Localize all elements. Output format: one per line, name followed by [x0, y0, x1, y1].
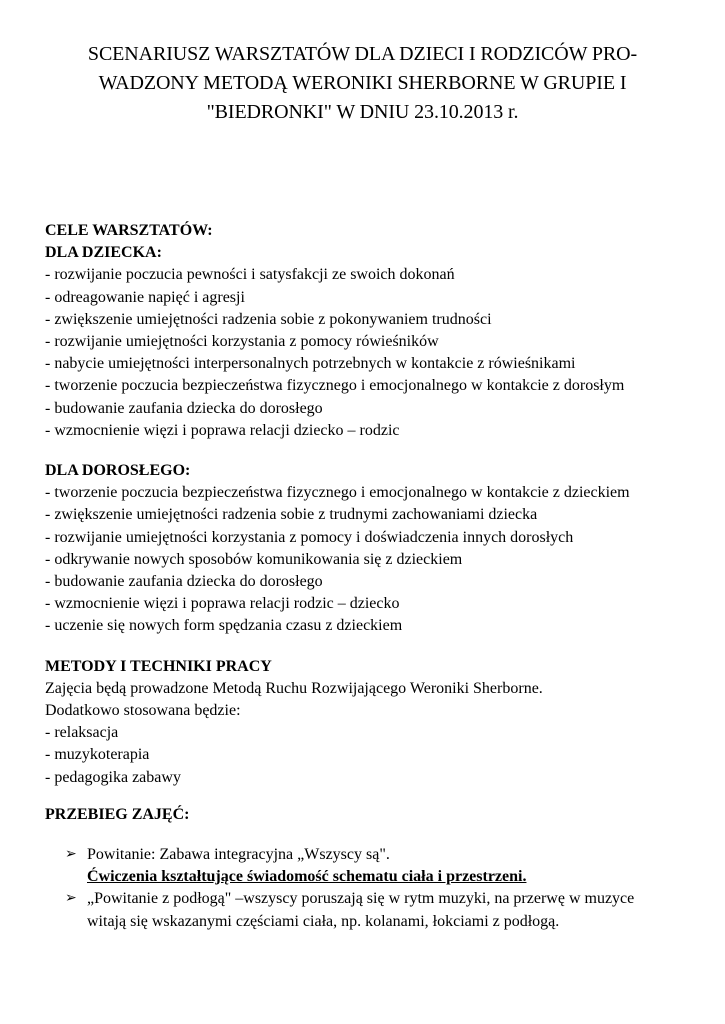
- methods-heading: METODY I TECHNIKI PRACY: [45, 657, 272, 675]
- course-bullet-item: [45, 888, 705, 932]
- title-line-2: WADZONY METODĄ WERONIKI SHERBORNE W GRUPIE I: [98, 72, 627, 94]
- goals-heading: CELE WARSZTATÓW:: [45, 222, 213, 239]
- course-item-text: „Powitanie z podłogą" –wszyscy poruszają się w rytm muzyki, na przerwę w muzyce: [87, 890, 635, 908]
- document-title: [40, 40, 685, 127]
- goals-section: [45, 220, 705, 442]
- list-item: - rozwijanie poczucia pewności i satysfakcji ze swoich dokonań: [45, 266, 455, 284]
- list-item: - budowanie zaufania dziecka do dorosłego: [45, 573, 323, 591]
- list-item: - wzmocnienie więzi i poprawa relacji rodzic – dziecko: [45, 595, 400, 613]
- methods-line: Dodatkowo stosowana będzie:: [45, 702, 241, 720]
- list-item: - tworzenie poczucia bezpieczeństwa fizycznego i emocjonalnego w kontakcie z dorosłym: [45, 377, 625, 395]
- document-body: [45, 220, 705, 933]
- list-item: - rozwijanie umiejętności korzystania z pomocy rówieśników: [45, 333, 439, 351]
- title-line-1: SCENARIUSZ WARSZTATÓW DLA DZIECI I RODZICÓW PRO-: [87, 43, 638, 65]
- methods-section: [45, 656, 705, 789]
- child-goals-list: [45, 264, 705, 442]
- list-item: - odkrywanie nowych sposobów komunikowania się z dzieckiem: [45, 550, 463, 568]
- course-section: [45, 804, 705, 933]
- title-line-3: "BIEDRONKI" W DNIU 23.10.2013 r.: [206, 101, 519, 123]
- methods-line: Zajęcia będą prowadzone Metodą Ruchu Rozwijającego Weroniki Sherborne.: [45, 679, 543, 697]
- spacer: [45, 638, 705, 656]
- list-item: - tworzenie poczucia bezpieczeństwa fizycznego i emocjonalnego w kontakcie z dzieckiem: [45, 484, 630, 502]
- course-bullet-list: [45, 844, 705, 933]
- list-item: - rozwijanie umiejętności korzystania z pomocy i doświadczenia innych dorosłych: [45, 528, 574, 546]
- arrow-bullet-icon: ➢: [65, 847, 77, 863]
- list-item: - nabycie umiejętności interpersonalnych potrzebnych w kontakcie z rówieśnikami: [45, 355, 576, 373]
- spacer: [45, 789, 705, 804]
- list-item: - zwiększenie umiejętności radzenia sobie z pokonywaniem trudności: [45, 310, 492, 328]
- child-goals-heading: DLA DZIECKA:: [45, 244, 162, 262]
- spacer: [45, 442, 705, 460]
- methods-line: - muzykoterapia: [45, 746, 150, 764]
- course-bullet-item: [45, 844, 705, 888]
- course-heading: PRZEBIEG ZAJĘĆ:: [45, 805, 190, 823]
- methods-line: - relaksacja: [45, 724, 119, 742]
- arrow-bullet-icon: ➢: [65, 891, 77, 907]
- adult-goals-section: [45, 460, 705, 638]
- course-item-text: Powitanie: Zabawa integracyjna „Wszyscy są".: [87, 846, 390, 864]
- list-item: - wzmocnienie więzi i poprawa relacji dziecko – rodzic: [45, 421, 400, 439]
- list-item: - odreagowanie napięć i agresji: [45, 288, 245, 306]
- list-item: - budowanie zaufania dziecka do dorosłego: [45, 399, 323, 417]
- exercise-subheading: Ćwiczenia kształtujące świadomość schematu ciała i przestrzeni.: [87, 868, 527, 886]
- methods-line: - pedagogika zabawy: [45, 768, 181, 786]
- list-item: - zwiększenie umiejętności radzenia sobie z trudnymi zachowaniami dziecka: [45, 506, 538, 524]
- adult-goals-list: [45, 482, 705, 637]
- list-item: - uczenie się nowych form spędzania czasu z dzieckiem: [45, 617, 403, 635]
- course-item-text: witają się wskazanymi częściami ciała, np. kolanami, łokciami z podłogą.: [87, 912, 560, 930]
- adult-goals-heading: DLA DOROSŁEGO:: [45, 462, 191, 480]
